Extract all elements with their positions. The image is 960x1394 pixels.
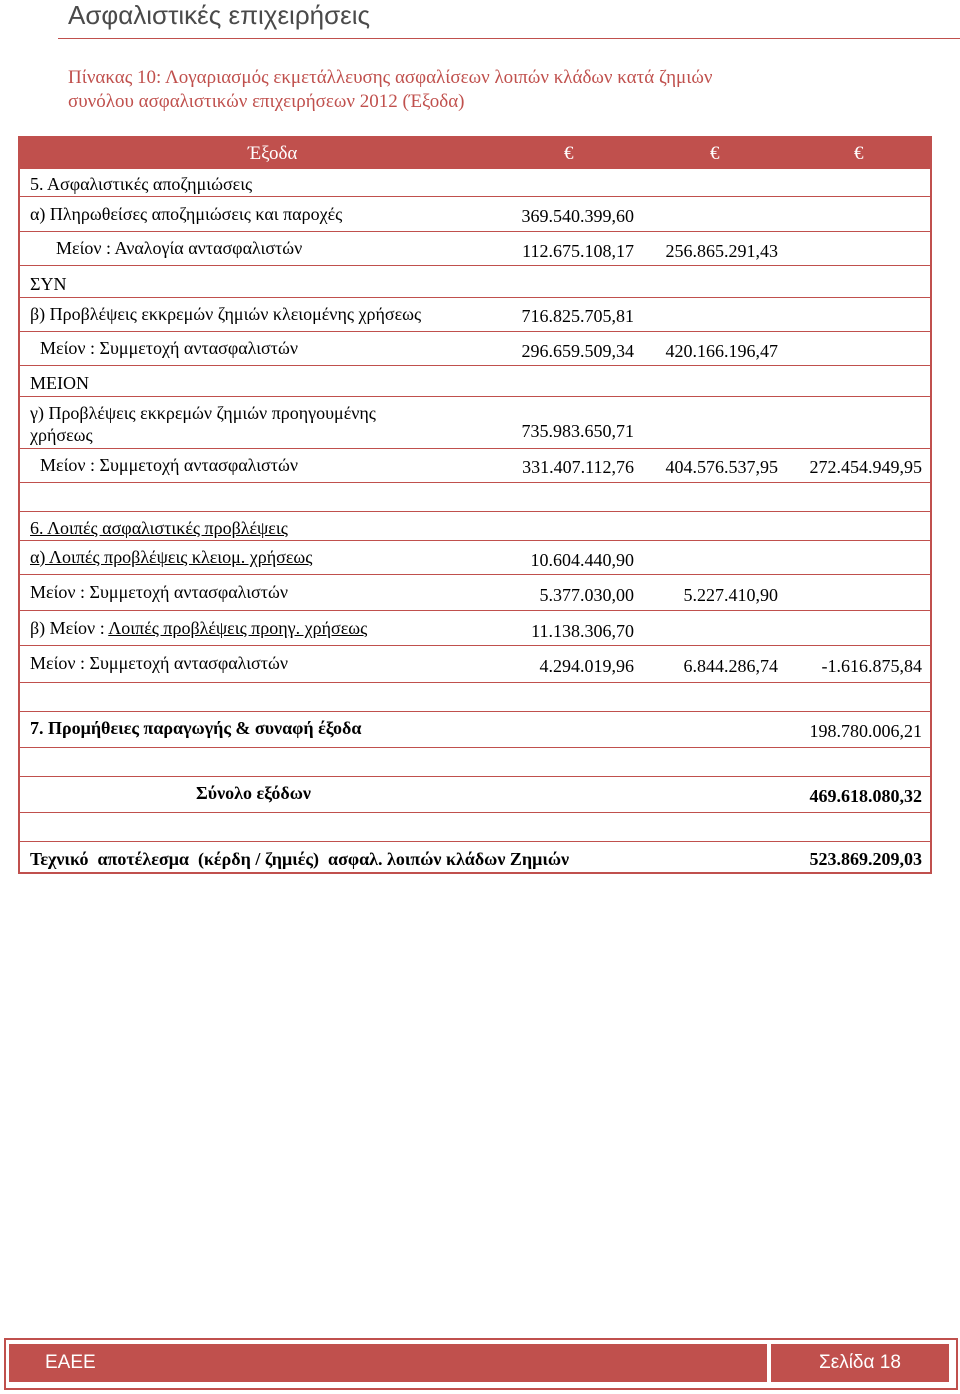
row-divider <box>20 396 930 397</box>
row-value-col2: 256.865.291,43 <box>665 241 778 261</box>
row-value-col1: 112.675.108,17 <box>522 241 634 261</box>
row-divider <box>20 610 930 611</box>
row-divider <box>20 747 930 748</box>
row-label: Σύνολο εξόδων <box>196 783 311 803</box>
header-currency-3: € <box>854 143 864 164</box>
row-label-line-2: χρήσεως <box>30 425 93 445</box>
row-divider <box>20 265 930 266</box>
row-label: α) Πληρωθείσες αποζημιώσεις και παροχές <box>30 204 343 224</box>
row-divider <box>20 812 930 813</box>
row-value-col1: 4.294.019,96 <box>539 656 634 676</box>
row-label-underlined: Λοιπές προβλέψεις προηγ. χρήσεως <box>108 618 368 638</box>
row-label: Μείον : Αναλογία αντασφαλιστών <box>56 238 303 258</box>
row-value-col3: 198.780.006,21 <box>809 721 922 741</box>
row-value-col1: 10.604.440,90 <box>530 550 634 570</box>
expenses-table <box>18 136 932 874</box>
row-value-col2: 5.227.410,90 <box>683 585 778 605</box>
row-value-col2: 420.166.196,47 <box>665 341 778 361</box>
row-divider <box>20 841 930 842</box>
row-divider <box>20 196 930 197</box>
row-label: 6. Λοιπές ασφαλιστικές προβλέψεις <box>30 518 288 538</box>
row-divider <box>20 574 930 575</box>
row-label: Μείον : Συμμετοχή αντασφαλιστών <box>30 582 288 602</box>
row-divider <box>20 297 930 298</box>
footer-publisher: ΕΑΕΕ <box>45 1352 96 1373</box>
row-value-col3: -1.616.875,84 <box>821 656 922 676</box>
row-divider <box>20 540 930 541</box>
row-divider <box>20 365 930 366</box>
row-divider <box>20 331 930 332</box>
row-value-col1: 331.407.112,76 <box>522 457 634 477</box>
row-label-prefix: β) Μείον : <box>30 618 109 638</box>
footer-page-number: Σελίδα 18 <box>819 1352 901 1373</box>
row-divider <box>20 448 930 449</box>
table-caption <box>68 66 928 114</box>
row-label: Μείον : Συμμετοχή αντασφαλιστών <box>40 455 298 475</box>
row-value-col3: 469.618.080,32 <box>809 786 922 806</box>
row-value-col1: 5.377.030,00 <box>539 585 634 605</box>
row-value-col1: 11.138.306,70 <box>531 621 634 641</box>
page-footer <box>0 1338 960 1394</box>
header-rule <box>58 38 960 39</box>
row-value-col2: 404.576.537,95 <box>665 457 778 477</box>
row-label: Μείον : Συμμετοχή αντασφαλιστών <box>30 653 288 673</box>
page-header-title: Ασφαλιστικές επιχειρήσεις <box>68 0 371 30</box>
row-value-col1: 716.825.705,81 <box>521 306 634 326</box>
row-label: Μείον : Συμμετοχή αντασφαλιστών <box>40 338 298 358</box>
row-divider <box>20 711 930 712</box>
row-label: 7. Προμήθειες παραγωγής & συναφή έξοδα <box>30 718 362 738</box>
row-label: Τεχνικό αποτέλεσμα (κέρδη / ζημιές) ασφαλ. λοιπών κλάδων Ζημιών <box>30 849 570 869</box>
row-label: α) Λοιπές προβλέψεις κλειομ. χρήσεως <box>30 547 313 567</box>
caption-line-2: συνόλου ασφαλιστικών επιχειρήσεων 2012 (Έξοδα) <box>68 91 465 112</box>
row-value-col3: 272.454.949,95 <box>809 457 922 477</box>
footer-left-band <box>9 1344 767 1382</box>
row-label: 5. Ασφαλιστικές αποζημιώσεις <box>30 174 253 194</box>
row-label: ΜΕΙΟΝ <box>30 373 89 393</box>
row-divider <box>20 645 930 646</box>
row-value-col1: 735.983.650,71 <box>521 421 634 441</box>
table-header-row <box>20 138 930 169</box>
row-label: β) Προβλέψεις εκκρεμών ζημιών κλειομένης χρήσεως <box>30 304 422 324</box>
row-label: ΣΥΝ <box>30 274 67 294</box>
row-value-col1: 296.659.509,34 <box>521 341 634 361</box>
row-label-line-1: γ) Προβλέψεις εκκρεμών ζημιών προηγουμένης <box>30 403 376 423</box>
header-label-expenses: Έξοδα <box>248 143 298 164</box>
row-divider <box>20 776 930 777</box>
header-currency-2: € <box>710 143 720 164</box>
row-value-col2: 6.844.286,74 <box>683 656 778 676</box>
row-divider <box>20 511 930 512</box>
row-divider <box>20 231 930 232</box>
row-label <box>30 617 367 639</box>
row-value-col1: 369.540.399,60 <box>521 206 634 226</box>
row-divider <box>20 682 930 683</box>
row-divider <box>20 482 930 483</box>
header-currency-1: € <box>564 143 574 164</box>
row-value-col3: 523.869.209,03 <box>809 849 922 869</box>
footer-right-band <box>771 1344 949 1382</box>
caption-line-1: Πίνακας 10: Λογαριασμός εκμετάλλευσης ασφαλίσεων λοιπών κλάδων κατά ζημιών <box>68 67 713 88</box>
